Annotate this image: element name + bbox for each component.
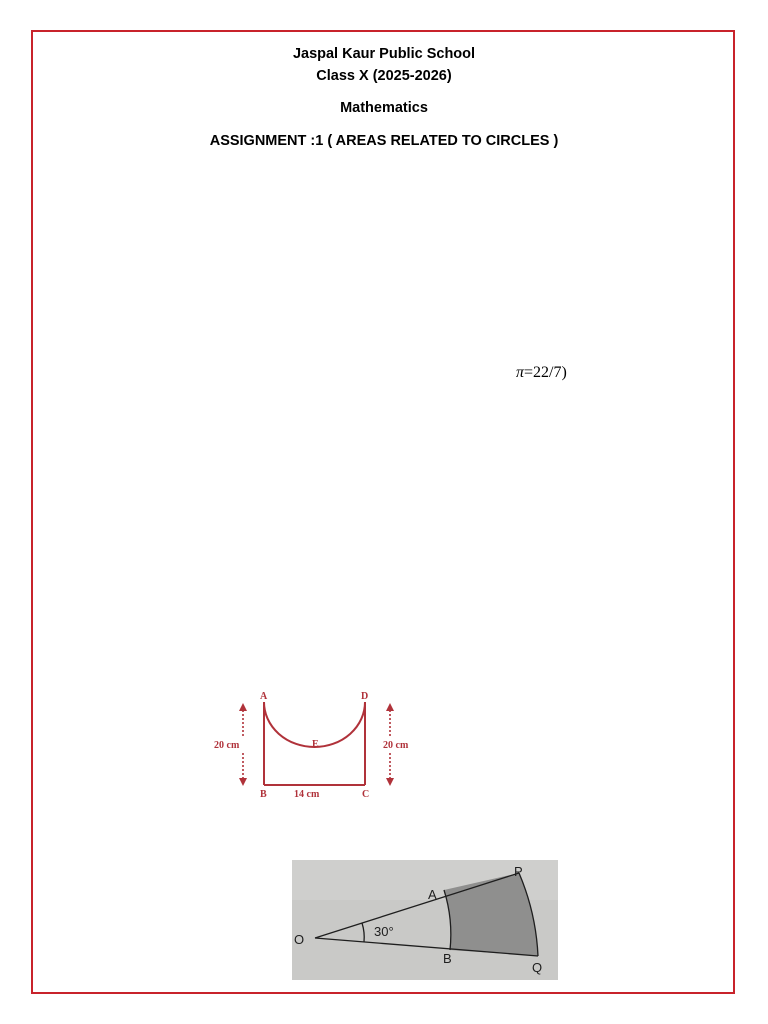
pi-value: =22/7) [524,364,567,381]
page-border [31,30,735,994]
angle-label: 30° [374,924,394,939]
label-b: B [260,789,267,800]
pi-symbol: π [516,364,525,381]
label-c: C [362,789,370,800]
arrow-down-icon [239,778,247,786]
label-o: O [294,932,305,947]
figure-sector-photo [292,860,558,980]
class-session: Class X (2025-2026) [316,68,452,84]
label-p: P [514,864,523,879]
school-name: Jaspal Kaur Public School [292,46,476,62]
figure-rectangle-semicircle [205,685,445,805]
right-height-label: 20 cm [383,740,409,751]
subject-title: Mathematics [340,100,428,116]
arrow-down-icon [386,778,394,786]
left-height-label: 20 cm [214,740,240,751]
label-a: A [428,887,437,902]
pi-value-note [516,364,567,382]
label-d: D [361,691,369,702]
arrow-up-icon [386,703,394,711]
arrow-up-icon [239,703,247,711]
base-label: 14 cm [294,789,320,800]
label-b: B [443,951,452,966]
label-e: E [312,739,319,750]
assignment-title: ASSIGNMENT :1 ( AREAS RELATED TO CIRCLES ) [209,133,559,149]
label-q: Q [532,960,543,975]
label-a: A [260,691,268,702]
